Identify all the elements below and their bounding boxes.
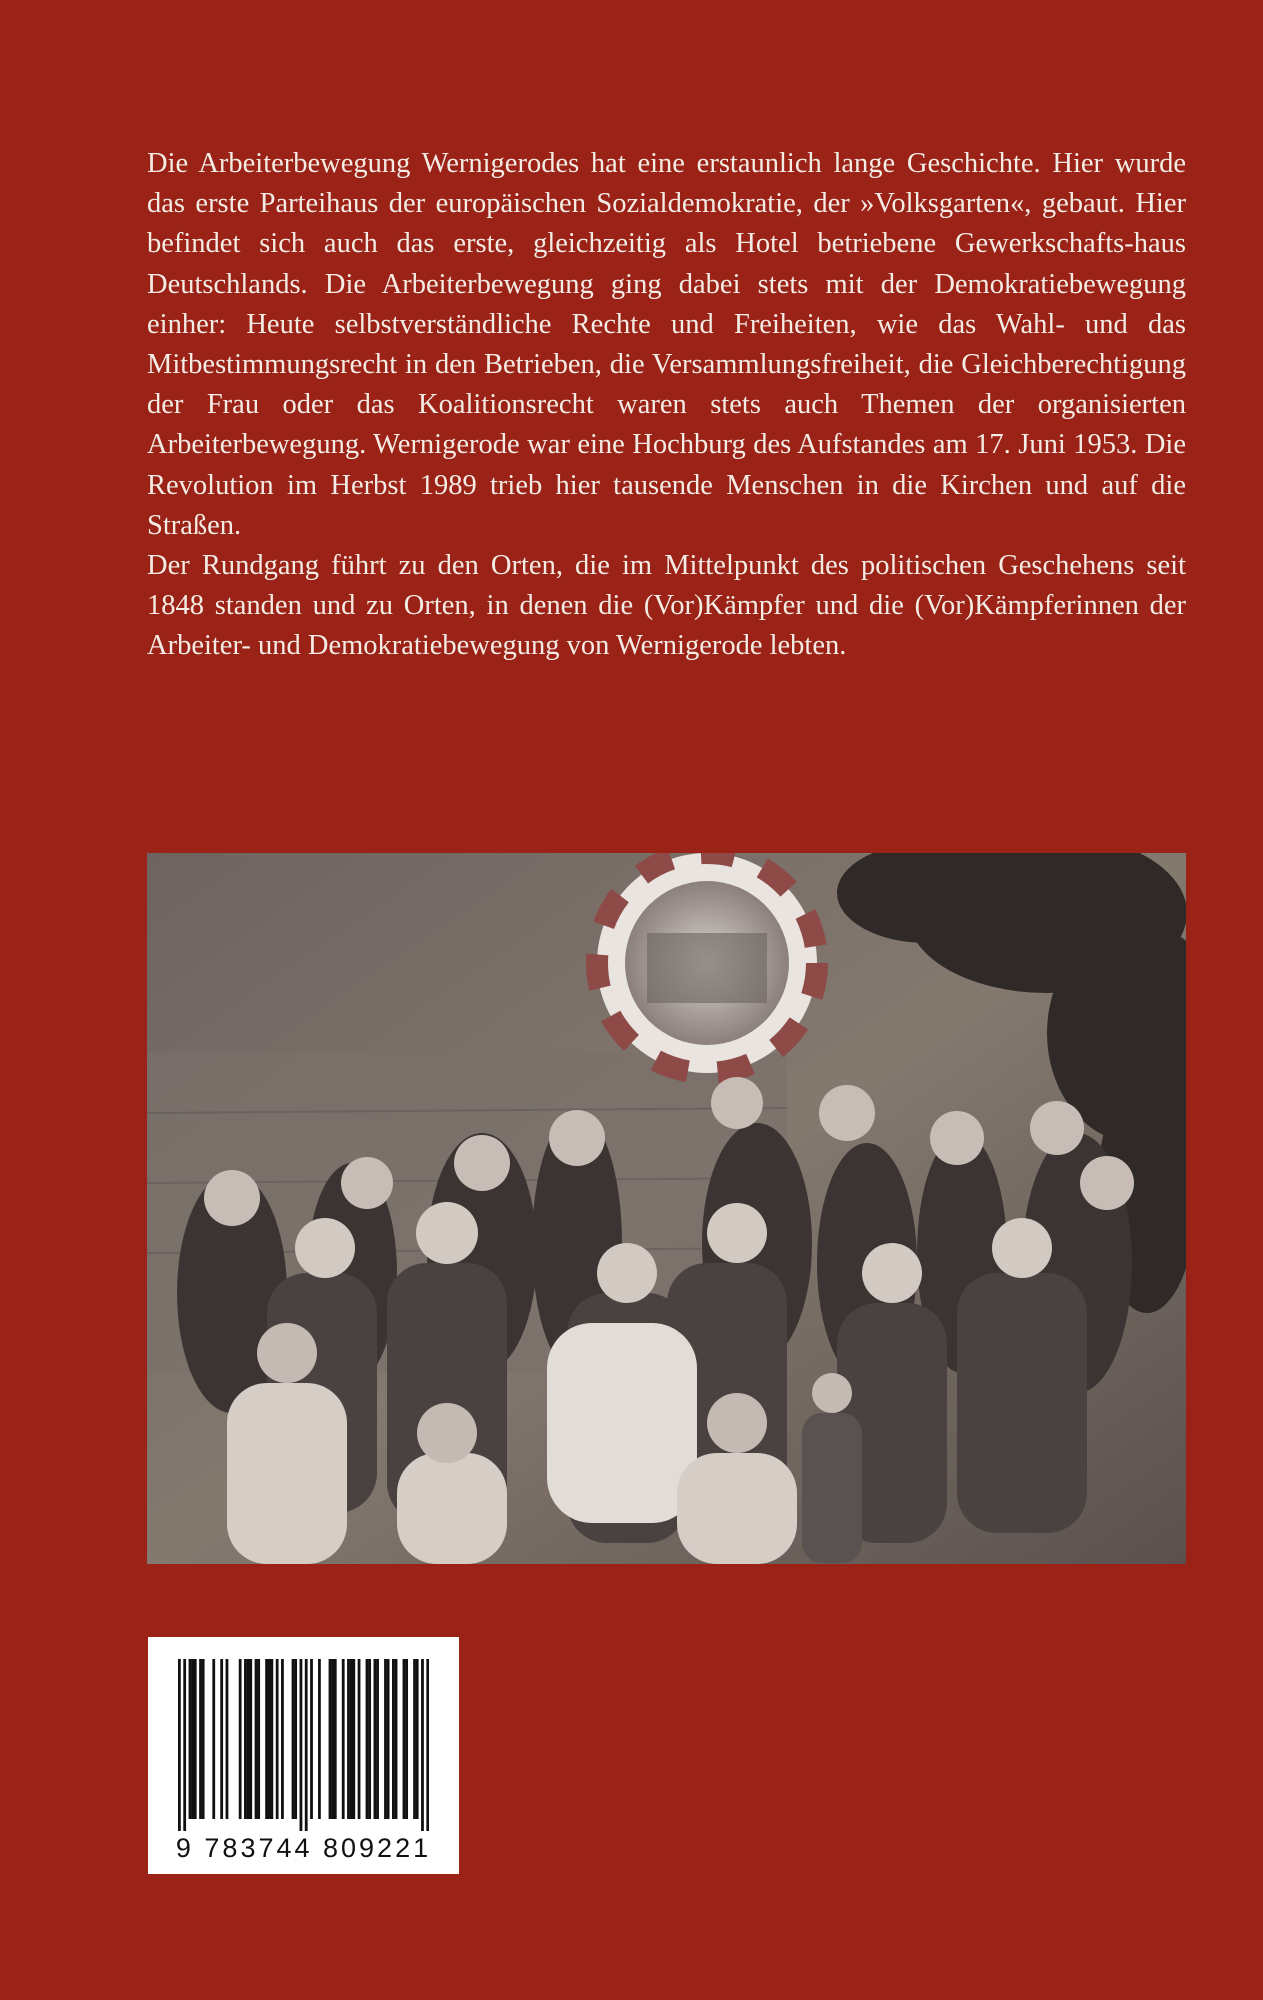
barcode-guard-bar (421, 1659, 424, 1831)
barcode-bar (189, 1659, 192, 1819)
barcode-bar (281, 1659, 284, 1819)
barcode-bar (416, 1659, 419, 1819)
barcode-bar (376, 1659, 379, 1819)
blurb-paragraph-2: Der Rundgang führt zu den Orten, die im Mittelpunkt des politischen Geschehens seit 1848 standen und zu Orten, in denen die (Vor)Kämpfer und die (Vor)Kämpferinnen der Arbeiter- und Demokratiebewegung von Wernigerode lebten. (147, 550, 1186, 662)
barcode-bar (403, 1659, 406, 1819)
barcode-bar (392, 1659, 395, 1819)
round-sign (597, 853, 817, 1073)
barcode-bar (244, 1659, 247, 1819)
barcode-bar (294, 1659, 297, 1819)
barcode-bar (270, 1659, 273, 1819)
barcode-bar (334, 1659, 337, 1819)
barcode-bar (247, 1659, 250, 1819)
barcode-bar (255, 1659, 258, 1819)
barcode-bar (226, 1659, 229, 1819)
barcode-guard-bar (178, 1659, 181, 1831)
isbn-barcode (148, 1637, 459, 1874)
barcode-bar (310, 1659, 313, 1819)
barcode-bar (212, 1659, 215, 1819)
barcode-bar (366, 1659, 369, 1819)
barcode-bar (405, 1659, 408, 1819)
barcode-guard-bar (426, 1659, 429, 1831)
barcode-bar (265, 1659, 268, 1819)
back-cover-blurb (147, 144, 1186, 667)
barcode-guard-bar (300, 1659, 303, 1831)
barcode-bar (387, 1659, 390, 1819)
barcode-bar (368, 1659, 371, 1819)
barcode-bar (350, 1659, 353, 1819)
barcode-bar (194, 1659, 197, 1819)
barcode-bar (347, 1659, 350, 1819)
barcode-bar (249, 1659, 252, 1819)
barcode-bar (358, 1659, 361, 1819)
group-photo (147, 853, 1186, 1564)
barcode-bar (342, 1659, 345, 1819)
barcode-bar (331, 1659, 334, 1819)
barcode-bars (178, 1659, 429, 1831)
barcode-bar (220, 1659, 223, 1819)
barcode-bar (352, 1659, 355, 1819)
barcode-bar (292, 1659, 295, 1819)
barcode-guard-bar (183, 1659, 186, 1831)
barcode-bar (257, 1659, 260, 1819)
blurb-paragraph-1: Die Arbeiterbewegung Wernigerodes hat eine erstaunlich lange Geschichte. Hier wurde das erste Parteihaus der europäischen Sozialdemokratie, der »Volksgarten«, gebaut. Hier befindet sich auch das erste, gleichzeitig als Hotel betriebene Gewerkschafts-haus Deutschlands. Die Arbeiterbewegung ging dabei stets mit der Demokratiebewegung einher: Heute selbstverständliche Rechte und Freiheiten, wie das Wahl- und das Mitbestimmungsrecht in den Betrieben, die Versammlungsfreiheit, die Gleichberechtigung der Frau oder das Koalitionsrecht waren stets auch Themen der organisierten Arbeiterbewegung. Wernigerode war eine Hochburg des Aufstandes am 17. Juni 1953. Die Revolution im Herbst 1989 trieb hier tausende Menschen in die Kirchen und auf die Straßen. (147, 148, 1186, 541)
barcode-bar (199, 1659, 202, 1819)
barcode-bar (329, 1659, 332, 1819)
barcode-bar (191, 1659, 194, 1819)
barcode-bar (202, 1659, 205, 1819)
barcode-bar (268, 1659, 271, 1819)
barcode-bar (374, 1659, 377, 1819)
barcode-bar (318, 1659, 321, 1819)
barcode-guard-bar (305, 1659, 308, 1831)
barcode-bar (276, 1659, 279, 1819)
isbn-number: 9 783744 809221 (175, 1833, 432, 1863)
barcode-bar (384, 1659, 387, 1819)
barcode-bar (395, 1659, 398, 1819)
barcode-bar (239, 1659, 242, 1819)
barcode-bar (413, 1659, 416, 1819)
